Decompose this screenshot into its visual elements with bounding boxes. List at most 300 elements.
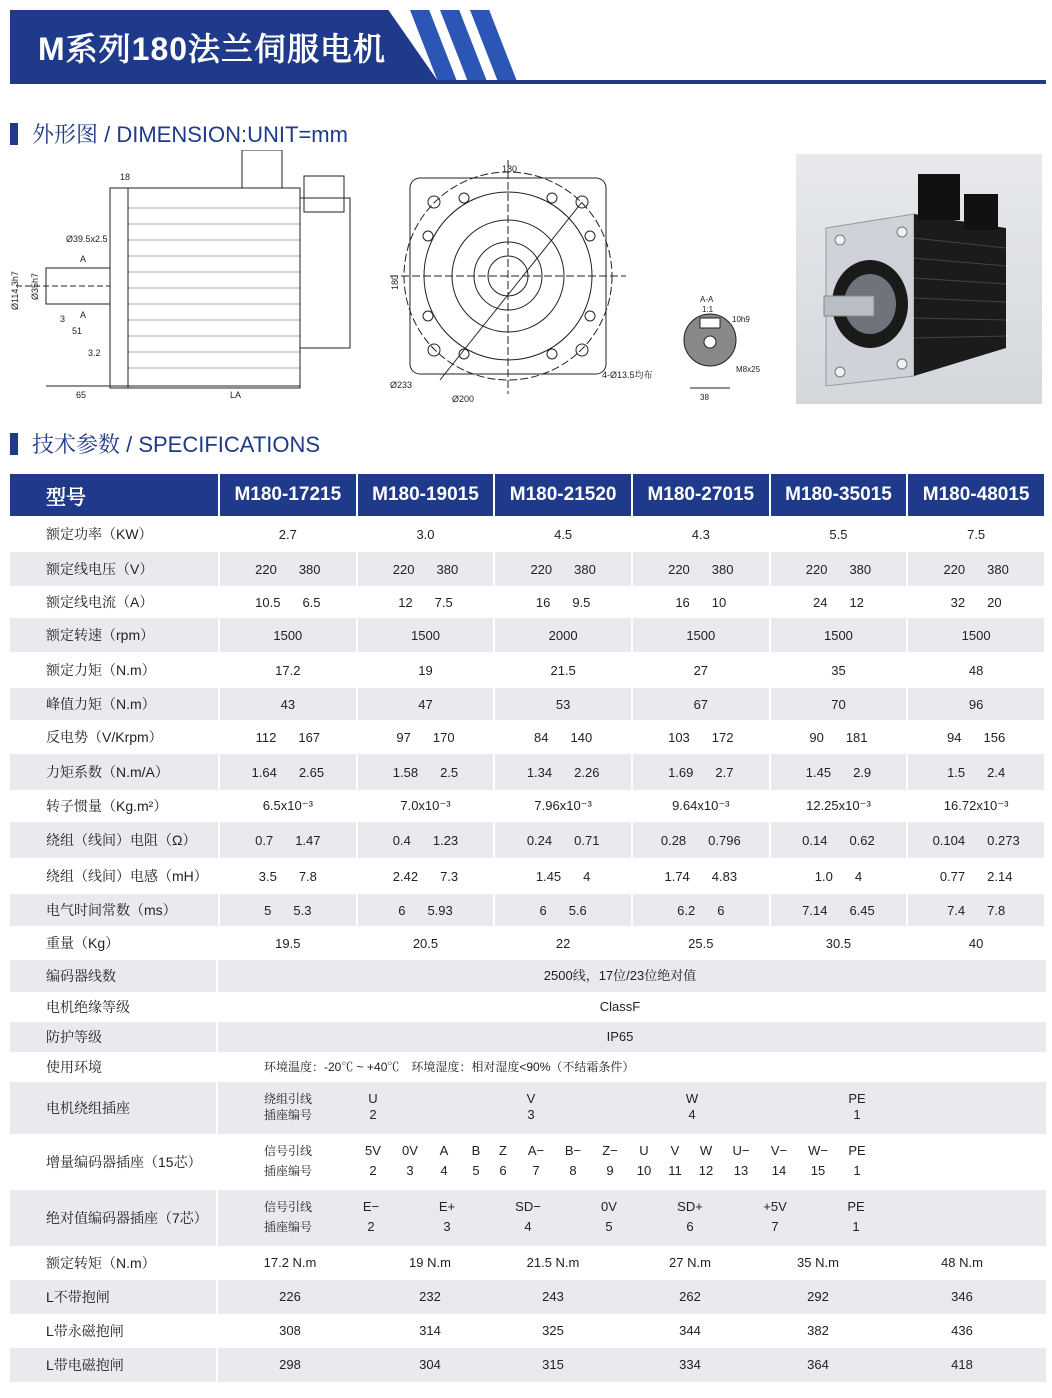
spec-row bbox=[10, 618, 1045, 652]
spec-value: 7.8 bbox=[298, 868, 317, 884]
incremental-socket-signal: V− bbox=[770, 1143, 788, 1158]
motor-photo bbox=[796, 154, 1042, 404]
spec-cell bbox=[632, 552, 770, 586]
incremental-socket-signal: 5V bbox=[365, 1143, 381, 1158]
spec-cell: 96 bbox=[907, 688, 1045, 720]
spec-row-label: 反电势（V/Krpm） bbox=[10, 720, 219, 754]
incremental-socket-pin: 11 bbox=[668, 1163, 682, 1178]
spec-value: 220 bbox=[392, 561, 415, 577]
label-aa: A-A bbox=[700, 295, 714, 304]
spec-value: 6 bbox=[717, 902, 725, 918]
spec-row bbox=[10, 754, 1045, 790]
spec-value: 2.65 bbox=[298, 764, 325, 780]
dim-51: 51 bbox=[72, 326, 83, 336]
spec-value: 16 bbox=[535, 594, 551, 610]
incremental-socket-pin: 9 bbox=[606, 1163, 614, 1178]
spec-value: 94 bbox=[947, 729, 962, 745]
incremental-socket-signal: B bbox=[471, 1143, 481, 1158]
incremental-socket-signal: U− bbox=[732, 1143, 750, 1158]
incremental-socket-signal: V bbox=[670, 1143, 680, 1158]
section-marker bbox=[10, 123, 18, 145]
spec-cell bbox=[632, 858, 770, 894]
dim-180h: 180 bbox=[390, 274, 400, 290]
spec-cell: 43 bbox=[219, 688, 357, 720]
spec-value: 7.8 bbox=[987, 902, 1006, 918]
side-view bbox=[16, 150, 350, 388]
dim-phi200: Ø200 bbox=[452, 394, 475, 404]
span-row-label: 防护等级 bbox=[46, 1029, 102, 1045]
incremental-socket-signal: W− bbox=[808, 1143, 828, 1158]
span-row-label: 使用环境 bbox=[46, 1059, 102, 1075]
spec-cell bbox=[907, 720, 1045, 754]
spec-value: 2.5 bbox=[440, 764, 459, 780]
spec-cell: 19.5 bbox=[219, 926, 357, 960]
spec-cell bbox=[494, 754, 632, 790]
spec-value: 1.47 bbox=[295, 832, 321, 848]
spec-row bbox=[10, 516, 1045, 552]
length-cell: 344 bbox=[679, 1323, 701, 1338]
absolute-socket-signal: E− bbox=[362, 1199, 380, 1214]
spec-cell: 35 bbox=[770, 652, 908, 688]
spec-row bbox=[10, 720, 1045, 754]
dim-180w: 180 bbox=[502, 164, 518, 174]
spec-value: 97 bbox=[396, 729, 411, 745]
spec-header-row bbox=[10, 474, 1045, 516]
winding-socket-pin: 2 bbox=[369, 1107, 377, 1122]
header-model: M180-48015 bbox=[907, 474, 1045, 516]
spec-row-label: 重量（Kg） bbox=[10, 926, 219, 960]
spec-cell bbox=[494, 858, 632, 894]
spec-cell bbox=[494, 720, 632, 754]
spec-cell: 1500 bbox=[770, 618, 908, 652]
length-cell: 308 bbox=[279, 1323, 301, 1338]
section-dimension bbox=[10, 118, 348, 149]
spec-cell bbox=[494, 822, 632, 858]
spec-cell bbox=[494, 552, 632, 586]
incremental-socket-header-signal: 信号引线 bbox=[264, 1144, 313, 1158]
spec-cell: 4.5 bbox=[494, 516, 632, 552]
absolute-socket-header-pin: 插座编号 bbox=[264, 1220, 313, 1234]
torque-cell: 48 N.m bbox=[941, 1255, 983, 1270]
spec-row bbox=[10, 652, 1045, 688]
spec-value: 6.2 bbox=[677, 902, 696, 918]
winding-socket-pin: 3 bbox=[527, 1107, 535, 1122]
incremental-socket-pin: 5 bbox=[472, 1163, 480, 1178]
spec-value: 103 bbox=[668, 729, 690, 745]
spec-cell: 25.5 bbox=[632, 926, 770, 960]
spec-value: 140 bbox=[570, 729, 593, 745]
spec-value: 6 bbox=[539, 902, 547, 918]
winding-socket-header-signal: 绕组引线 bbox=[264, 1092, 313, 1106]
torque-cell: 35 N.m bbox=[797, 1255, 839, 1270]
spec-cell bbox=[907, 894, 1045, 926]
incremental-socket-pin: 10 bbox=[636, 1163, 652, 1178]
spec-value: 10 bbox=[711, 594, 727, 610]
row-background bbox=[10, 992, 1046, 1022]
spec-cell: 1500 bbox=[357, 618, 495, 652]
spec-value: 0.7 bbox=[255, 832, 274, 848]
spec-row-label: 额定功率（KW） bbox=[10, 516, 219, 552]
length-row-label: L不带抱闸 bbox=[46, 1289, 110, 1305]
length-cell: 364 bbox=[807, 1357, 829, 1372]
dim-thread: M8x25 bbox=[736, 365, 761, 374]
spec-row-label: 额定转速（rpm） bbox=[10, 618, 219, 652]
spec-value: 2.9 bbox=[853, 764, 872, 780]
spec-cell bbox=[907, 822, 1045, 858]
spec-cell bbox=[219, 552, 357, 586]
absolute-socket-signal: 0V bbox=[601, 1199, 617, 1214]
absolute-socket-pin: 2 bbox=[367, 1219, 375, 1234]
spec-cell: 48 bbox=[907, 652, 1045, 688]
dim-3: 3 bbox=[60, 314, 66, 324]
row-divider bbox=[216, 1082, 218, 1134]
spec-value: 220 bbox=[255, 561, 277, 577]
spec-cell bbox=[494, 586, 632, 618]
section-specs-title: 技术参数 / SPECIFICATIONS bbox=[32, 432, 321, 457]
spec-value: 20 bbox=[987, 594, 1002, 610]
incremental-socket-pin: 6 bbox=[499, 1163, 507, 1178]
motor-illustration bbox=[796, 154, 1042, 404]
absolute-socket-pin: 7 bbox=[771, 1219, 779, 1234]
spec-value: 6 bbox=[398, 902, 406, 918]
absolute-socket-signal: SD− bbox=[515, 1199, 541, 1214]
spec-cell bbox=[357, 858, 495, 894]
spec-value: 380 bbox=[987, 561, 1009, 577]
incremental-socket-pin: 3 bbox=[406, 1163, 414, 1178]
incremental-socket-pin: 1 bbox=[853, 1163, 861, 1178]
dim-a1: A bbox=[80, 254, 87, 264]
title-banner bbox=[10, 10, 1046, 84]
span-row-label: 电机绝缘等级 bbox=[46, 999, 130, 1015]
spec-cell: 6.5x10⁻³ bbox=[219, 790, 357, 822]
spec-value: 5.3 bbox=[293, 902, 312, 918]
section-aa bbox=[684, 314, 736, 388]
dim-phi114: Ø114.3h7 bbox=[10, 271, 20, 310]
spec-value: 0.71 bbox=[574, 832, 600, 848]
incremental-socket-pin: 12 bbox=[698, 1163, 714, 1178]
length-cell: 325 bbox=[542, 1323, 564, 1338]
dimension-drawing bbox=[10, 150, 780, 410]
section-specs bbox=[10, 428, 320, 459]
spec-value: 0.77 bbox=[939, 868, 966, 884]
length-cell: 382 bbox=[807, 1323, 829, 1338]
spec-value: 0.24 bbox=[526, 832, 553, 848]
spec-row-label: 额定线电流（A） bbox=[10, 586, 219, 618]
spec-value: 0.273 bbox=[987, 832, 1020, 848]
spec-value: 380 bbox=[436, 561, 459, 577]
spec-cell bbox=[494, 894, 632, 926]
length-cell: 314 bbox=[419, 1323, 441, 1338]
row-background bbox=[10, 1348, 1046, 1382]
header-model-label: 型号 bbox=[10, 474, 219, 516]
spec-value: 1.58 bbox=[392, 764, 419, 780]
absolute-socket-pin: 4 bbox=[524, 1219, 532, 1234]
absolute-socket-pin: 3 bbox=[443, 1219, 451, 1234]
spec-cell bbox=[219, 894, 357, 926]
spec-value: 5.6 bbox=[568, 902, 587, 918]
dim-la: LA bbox=[230, 390, 242, 400]
spec-cell bbox=[357, 754, 495, 790]
incremental-socket-header-pin: 插座编号 bbox=[264, 1164, 313, 1178]
length-row-label: L带永磁抱闸 bbox=[46, 1323, 124, 1339]
winding-socket-signal: U bbox=[368, 1091, 378, 1106]
spec-row-label: 电气时间常数（ms） bbox=[10, 894, 219, 926]
dim-a2: A bbox=[80, 310, 87, 320]
row-divider bbox=[216, 1134, 218, 1190]
length-cell: 262 bbox=[679, 1289, 701, 1304]
spec-cell: 47 bbox=[357, 688, 495, 720]
spec-value: 380 bbox=[849, 561, 872, 577]
dim-65: 65 bbox=[76, 390, 87, 400]
incremental-socket-signal: A bbox=[439, 1143, 449, 1158]
spec-cell: 17.2 bbox=[219, 652, 357, 688]
row-divider bbox=[216, 1348, 218, 1382]
spec-value: 5.93 bbox=[427, 902, 453, 918]
incremental-socket-pin: 15 bbox=[810, 1163, 826, 1178]
span-row-label: 编码器线数 bbox=[46, 968, 116, 984]
row-background bbox=[10, 1280, 1046, 1314]
spec-value: 4.83 bbox=[711, 868, 738, 884]
spec-row bbox=[10, 586, 1045, 618]
spec-value: 32 bbox=[950, 594, 966, 610]
length-cell: 232 bbox=[419, 1289, 441, 1304]
row-divider bbox=[216, 960, 218, 992]
front-view bbox=[390, 160, 626, 394]
row-background bbox=[10, 1314, 1046, 1348]
spec-cell: 7.96x10⁻³ bbox=[494, 790, 632, 822]
spec-value: 1.45 bbox=[805, 764, 832, 780]
incremental-socket-pin: 8 bbox=[569, 1163, 577, 1178]
row-divider bbox=[216, 992, 218, 1022]
spec-value: 2.42 bbox=[392, 868, 419, 884]
spec-cell: 1500 bbox=[907, 618, 1045, 652]
spec-value: 6.45 bbox=[849, 902, 875, 918]
spec-value: 2.14 bbox=[987, 868, 1013, 884]
section-marker bbox=[10, 433, 18, 455]
spec-cell bbox=[632, 754, 770, 790]
spec-row bbox=[10, 688, 1045, 720]
spec-cell: 4.3 bbox=[632, 516, 770, 552]
incremental-socket-signal: 0V bbox=[402, 1143, 418, 1158]
spec-cell: 16.72x10⁻³ bbox=[907, 790, 1045, 822]
absolute-socket-pin: 6 bbox=[686, 1219, 694, 1234]
spec-value: 6.5 bbox=[302, 594, 321, 610]
spec-value: 1.0 bbox=[814, 868, 833, 884]
row-divider bbox=[216, 1246, 218, 1280]
spec-value: 181 bbox=[845, 729, 868, 745]
spec-cell bbox=[357, 552, 495, 586]
spec-row-label: 绕组（线间）电阻（Ω） bbox=[10, 822, 219, 858]
length-cell: 346 bbox=[951, 1289, 973, 1304]
winding-socket-label: 电机绕组插座 bbox=[46, 1100, 130, 1116]
spec-value: 0.62 bbox=[849, 832, 875, 848]
spec-cell bbox=[219, 822, 357, 858]
torque-row-label: 额定转矩（N.m） bbox=[46, 1255, 156, 1271]
spec-cell bbox=[770, 894, 908, 926]
spec-cell bbox=[357, 720, 495, 754]
absolute-socket-signal: SD+ bbox=[677, 1199, 703, 1214]
incremental-socket-signal: U bbox=[639, 1143, 649, 1158]
winding-socket-signal: V bbox=[526, 1091, 536, 1106]
incremental-socket-pin: 14 bbox=[771, 1163, 787, 1178]
spec-value: 24 bbox=[812, 594, 828, 610]
spec-value: 1.45 bbox=[535, 868, 562, 884]
dim-38: 38 bbox=[700, 393, 709, 402]
spec-value: 172 bbox=[711, 729, 734, 745]
incremental-socket-signal: W bbox=[699, 1143, 713, 1158]
incremental-socket-signal: Z− bbox=[602, 1143, 618, 1158]
spec-cell: 1500 bbox=[219, 618, 357, 652]
spec-value: 10.5 bbox=[255, 594, 281, 610]
spec-value: 5 bbox=[264, 902, 272, 918]
spec-row bbox=[10, 926, 1045, 960]
spec-cell bbox=[632, 894, 770, 926]
absolute-socket-signal: PE bbox=[847, 1199, 865, 1214]
spec-cell: 7.0x10⁻³ bbox=[357, 790, 495, 822]
length-cell: 292 bbox=[807, 1289, 829, 1304]
spec-cell bbox=[219, 720, 357, 754]
spec-cell: 21.5 bbox=[494, 652, 632, 688]
spec-value: 170 bbox=[432, 729, 455, 745]
spec-cell: 5.5 bbox=[770, 516, 908, 552]
spec-cell bbox=[770, 720, 908, 754]
spec-cell bbox=[632, 586, 770, 618]
incremental-socket-pin: 7 bbox=[532, 1163, 540, 1178]
spec-value: 220 bbox=[530, 561, 553, 577]
spec-table bbox=[10, 474, 1046, 960]
winding-socket-signal: W bbox=[685, 1091, 699, 1106]
length-cell: 298 bbox=[279, 1357, 301, 1372]
winding-socket-signal: PE bbox=[848, 1091, 866, 1106]
header-model: M180-35015 bbox=[770, 474, 908, 516]
spec-value: 1.64 bbox=[251, 764, 277, 780]
spec-cell: 2000 bbox=[494, 618, 632, 652]
spec-value: 112 bbox=[255, 729, 277, 745]
winding-socket-header-pin: 插座编号 bbox=[264, 1108, 313, 1122]
spec-cell: 19 bbox=[357, 652, 495, 688]
spec-cell: 3.0 bbox=[357, 516, 495, 552]
spec-value: 0.28 bbox=[660, 832, 687, 848]
spec-value: 167 bbox=[298, 729, 321, 745]
incremental-socket-signal: Z bbox=[499, 1143, 507, 1158]
spec-value: 1.69 bbox=[668, 764, 694, 780]
incremental-socket-label: 增量编码器插座（15芯） bbox=[46, 1154, 202, 1170]
spec-cell bbox=[770, 822, 908, 858]
spec-cell: 9.64x10⁻³ bbox=[632, 790, 770, 822]
spec-cell bbox=[907, 552, 1045, 586]
span-row-value: 环境温度：-20℃ ~ +40℃ 环境湿度：相对湿度<90%（不结霜条件） bbox=[264, 1060, 635, 1074]
absolute-socket-pin: 1 bbox=[852, 1219, 860, 1234]
spec-cell bbox=[770, 586, 908, 618]
spec-cell: 2.7 bbox=[219, 516, 357, 552]
row-divider bbox=[216, 1280, 218, 1314]
torque-cell: 21.5 N.m bbox=[526, 1255, 580, 1270]
span-row-value: ClassF bbox=[599, 999, 641, 1014]
absolute-socket-label: 绝对值编码器插座（7芯） bbox=[46, 1210, 208, 1226]
length-row-label: L带电磁抱闸 bbox=[46, 1357, 124, 1373]
spec-row-label: 转子惯量（Kg.m²） bbox=[10, 790, 219, 822]
spec-value: 84 bbox=[534, 729, 549, 745]
spec-value: 0.14 bbox=[802, 832, 828, 848]
spec-cell: 67 bbox=[632, 688, 770, 720]
length-cell: 315 bbox=[542, 1357, 564, 1372]
spec-value: 7.4 bbox=[947, 902, 966, 918]
spec-row bbox=[10, 858, 1045, 894]
spec-cell: 7.5 bbox=[907, 516, 1045, 552]
spec-value: 7.5 bbox=[434, 594, 453, 610]
torque-cell: 27 N.m bbox=[669, 1255, 711, 1270]
row-divider bbox=[216, 1052, 218, 1082]
dim-key: 10h9 bbox=[732, 315, 750, 324]
spec-cell: 1500 bbox=[632, 618, 770, 652]
absolute-socket-signal: +5V bbox=[763, 1199, 787, 1214]
spec-cell bbox=[770, 552, 908, 586]
length-cell: 334 bbox=[679, 1357, 701, 1372]
spec-value: 1.74 bbox=[664, 868, 690, 884]
winding-socket-pin: 4 bbox=[688, 1107, 696, 1122]
row-background bbox=[10, 1022, 1046, 1052]
spec-value: 0.4 bbox=[392, 832, 411, 848]
spec-row-label: 绕组（线间）电感（mH） bbox=[10, 858, 219, 894]
spec-cell bbox=[219, 586, 357, 618]
length-cell: 304 bbox=[419, 1357, 441, 1372]
title-underline bbox=[10, 80, 1046, 84]
spec-value: 4 bbox=[583, 868, 591, 884]
spec-row bbox=[10, 790, 1045, 822]
spec-row bbox=[10, 822, 1045, 858]
spec-cell: 40 bbox=[907, 926, 1045, 960]
spec-row-label: 峰值力矩（N.m） bbox=[10, 688, 219, 720]
spec-value: 1.23 bbox=[432, 832, 459, 848]
spec-value: 7.14 bbox=[802, 902, 828, 918]
spec-value: 0.104 bbox=[932, 832, 966, 848]
spec-value: 2.26 bbox=[574, 764, 600, 780]
spec-value: 12 bbox=[398, 594, 413, 610]
spec-value: 156 bbox=[983, 729, 1006, 745]
spec-value: 380 bbox=[298, 561, 321, 577]
incremental-socket-signal: A− bbox=[527, 1143, 545, 1158]
spec-value: 7.3 bbox=[440, 868, 459, 884]
length-cell: 226 bbox=[279, 1289, 301, 1304]
length-cell: 436 bbox=[951, 1323, 973, 1338]
spec-cell bbox=[632, 720, 770, 754]
dim-18: 18 bbox=[120, 172, 131, 182]
spec-row-label: 额定力矩（N.m） bbox=[10, 652, 219, 688]
row-divider bbox=[216, 1022, 218, 1052]
incremental-socket-pin: 13 bbox=[733, 1163, 749, 1178]
spec-row bbox=[10, 894, 1045, 926]
spec-value: 220 bbox=[668, 561, 690, 577]
spec-cell: 27 bbox=[632, 652, 770, 688]
span-row-value: IP65 bbox=[606, 1029, 634, 1044]
absolute-socket-header-signal: 信号引线 bbox=[264, 1200, 313, 1214]
spec-row bbox=[10, 552, 1045, 586]
spec-cell bbox=[357, 822, 495, 858]
spec-value: 16 bbox=[675, 594, 690, 610]
incremental-socket-signal: B− bbox=[564, 1143, 582, 1158]
spec-value: 90 bbox=[809, 729, 824, 745]
incremental-socket-pin: 4 bbox=[440, 1163, 448, 1178]
spec-cell: 70 bbox=[770, 688, 908, 720]
dim-32: 3.2 bbox=[88, 348, 101, 358]
incremental-socket-pin: 2 bbox=[369, 1163, 377, 1178]
header-model: M180-19015 bbox=[357, 474, 495, 516]
spec-cell: 12.25x10⁻³ bbox=[770, 790, 908, 822]
label-scale: 1:1 bbox=[702, 305, 714, 314]
spec-cell bbox=[907, 858, 1045, 894]
dim-phi233: Ø233 bbox=[390, 380, 413, 390]
spec-row-label: 力矩系数（N.m/A） bbox=[10, 754, 219, 790]
